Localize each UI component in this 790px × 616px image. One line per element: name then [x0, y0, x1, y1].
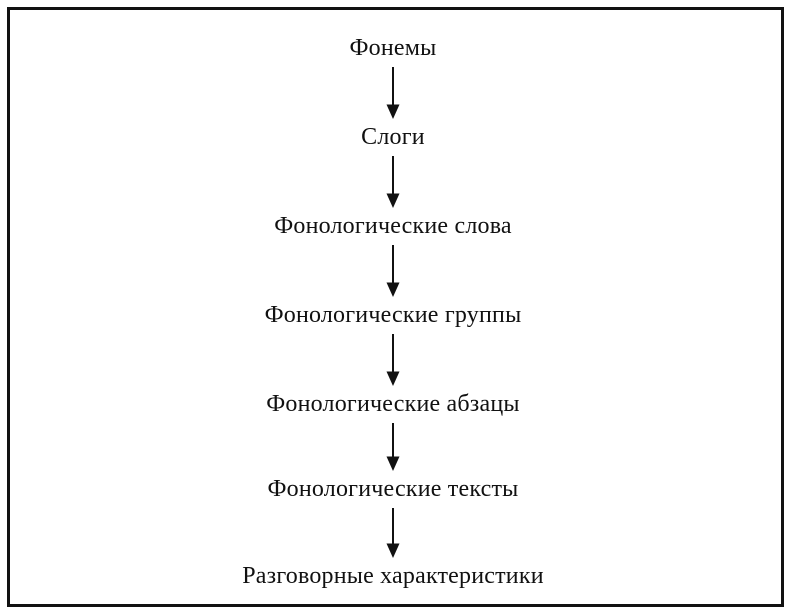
- node-phonemes: Фонемы: [349, 35, 437, 61]
- flow-column: [10, 34, 776, 590]
- node-phonological-groups: Фонологические группы: [264, 302, 522, 328]
- node-phonological-words: Фонологические слова: [274, 213, 512, 239]
- arrow-down-icon: [385, 245, 401, 297]
- node-phonological-paragraphs: Фонологические абзацы: [266, 391, 520, 417]
- node-phonological-texts: Фонологические тексты: [267, 476, 519, 502]
- arrow-down-icon: [385, 156, 401, 208]
- arrow-down-icon: [385, 508, 401, 558]
- arrow-down-icon: [385, 334, 401, 386]
- diagram-border-frame: [7, 7, 784, 607]
- arrow-down-icon: [385, 67, 401, 119]
- node-syllables: Слоги: [361, 124, 425, 150]
- node-conversational-characteristics: Разговорные характеристики: [242, 563, 544, 589]
- arrow-down-icon: [385, 423, 401, 471]
